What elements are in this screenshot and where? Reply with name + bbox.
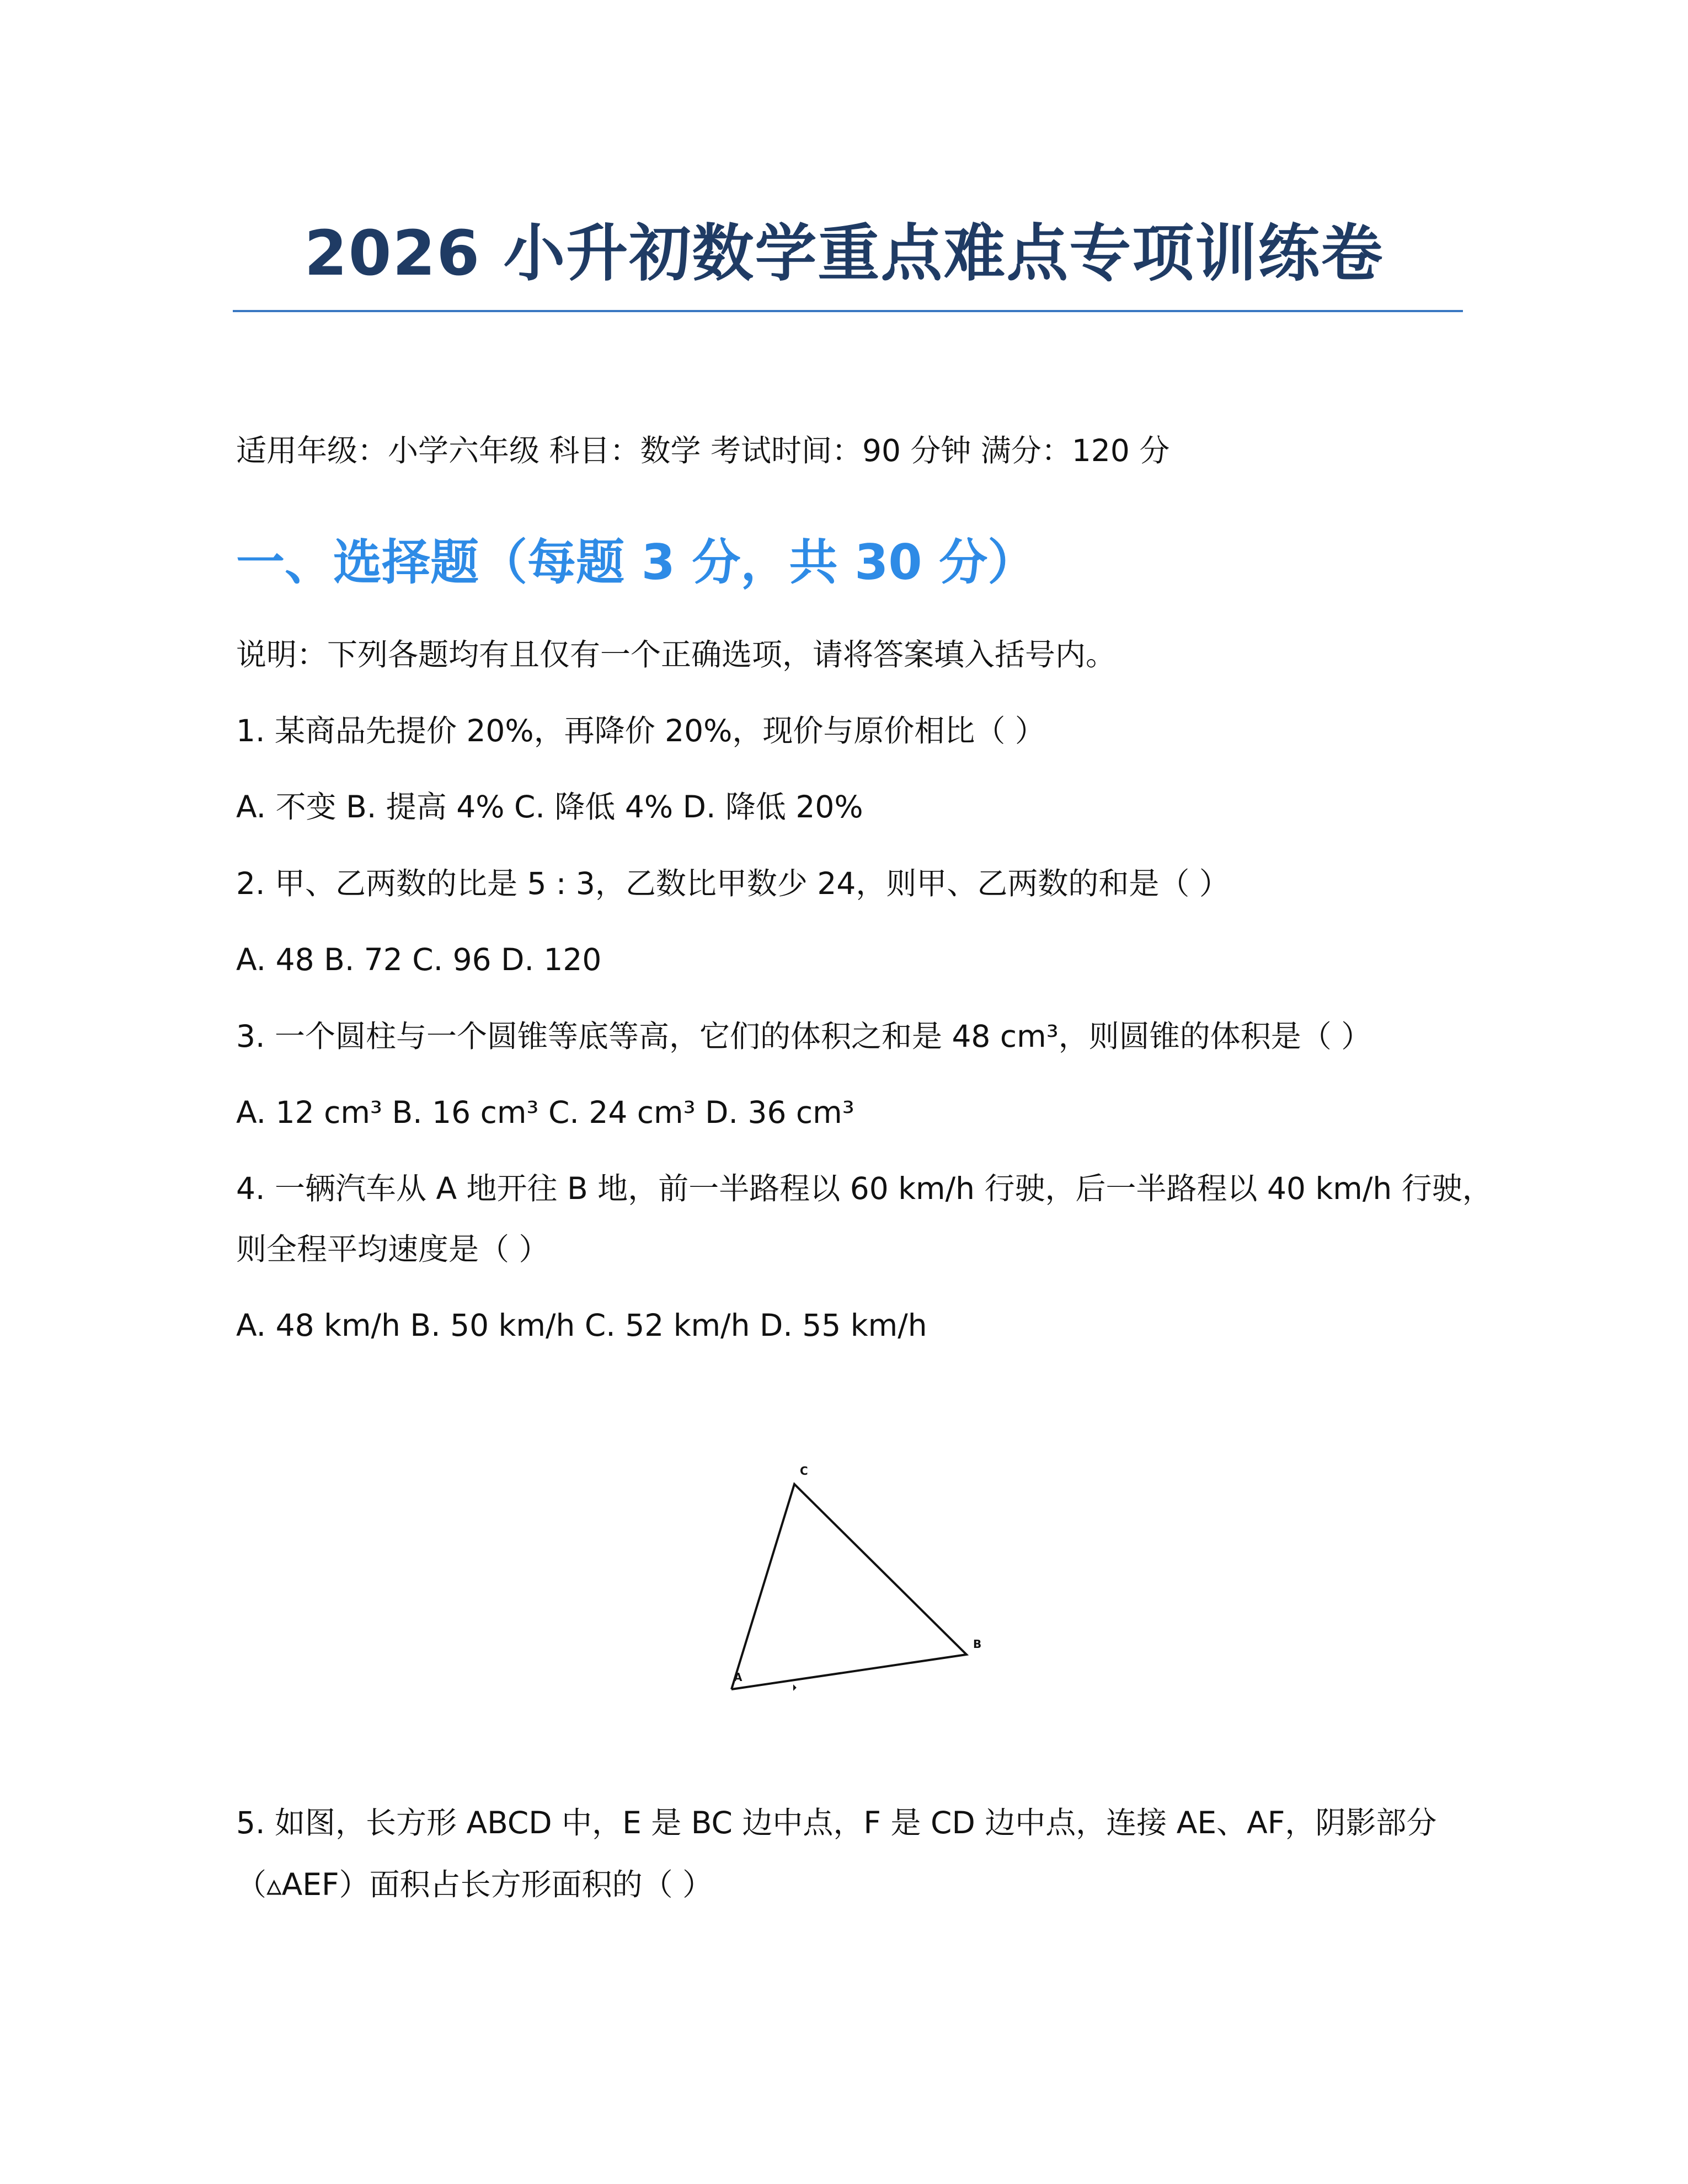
question-4-stem-line2: 则全程平均速度是（ ） [236, 1232, 549, 1267]
question-2-stem: 2. 甲、乙两数的比是 5 : 3，乙数比甲数少 24，则甲、乙两数的和是（ ） [236, 866, 1230, 901]
title-divider [233, 310, 1463, 312]
section-instruction: 说明：下列各题均有且仅有一个正确选项，请将答案填入括号内。 [236, 637, 1117, 672]
question-3-stem: 3. 一个圆柱与一个圆锥等底等高，它们的体积之和是 48 cm³，则圆锥的体积是（ ） [236, 1019, 1372, 1054]
triangle-abc [794, 1687, 795, 1688]
question-4-options: A. 48 km/h B. 50 km/h C. 52 km/h D. 55 km/h [236, 1308, 927, 1343]
vertex-label-b: B [973, 1637, 982, 1651]
exam-meta-line: 适用年级：小学六年级 科目：数学 考试时间：90 分钟 满分：120 分 [236, 433, 1170, 468]
vertex-label-a: A [734, 1671, 742, 1684]
question-5-stem-line1: 5. 如图，长方形 ABCD 中，E 是 BC 边中点，F 是 CD 边中点，连接 AE、AF，阴影部分 [236, 1805, 1437, 1840]
question-4-stem-line1: 4. 一辆汽车从 A 地开往 B 地，前一半路程以 60 km/h 行驶，后一半路程以 40 km/h 行驶， [236, 1171, 1493, 1206]
triangle-outline [731, 1484, 966, 1689]
vertex-label-c: C [800, 1464, 808, 1478]
section-heading-choice: 一、选择题（每题 3 分，共 30 分） [236, 534, 1037, 591]
page-title: 2026 小升初数学重点难点专项训练卷 [304, 218, 1384, 290]
question-1-options: A. 不变 B. 提高 4% C. 降低 4% D. 降低 20% [236, 789, 863, 825]
question-1-stem: 1. 某商品先提价 20%，再降价 20%，现价与原价相比（ ） [236, 713, 1045, 748]
question-5-stem-line2: （▵AEF）面积占长方形面积的（ ） [236, 1867, 713, 1902]
question-3-options: A. 12 cm³ B. 16 cm³ C. 24 cm³ D. 36 cm³ [236, 1095, 854, 1130]
triangle-figure [706, 1456, 1015, 1699]
question-2-options: A. 48 B. 72 C. 96 D. 120 [236, 942, 602, 977]
